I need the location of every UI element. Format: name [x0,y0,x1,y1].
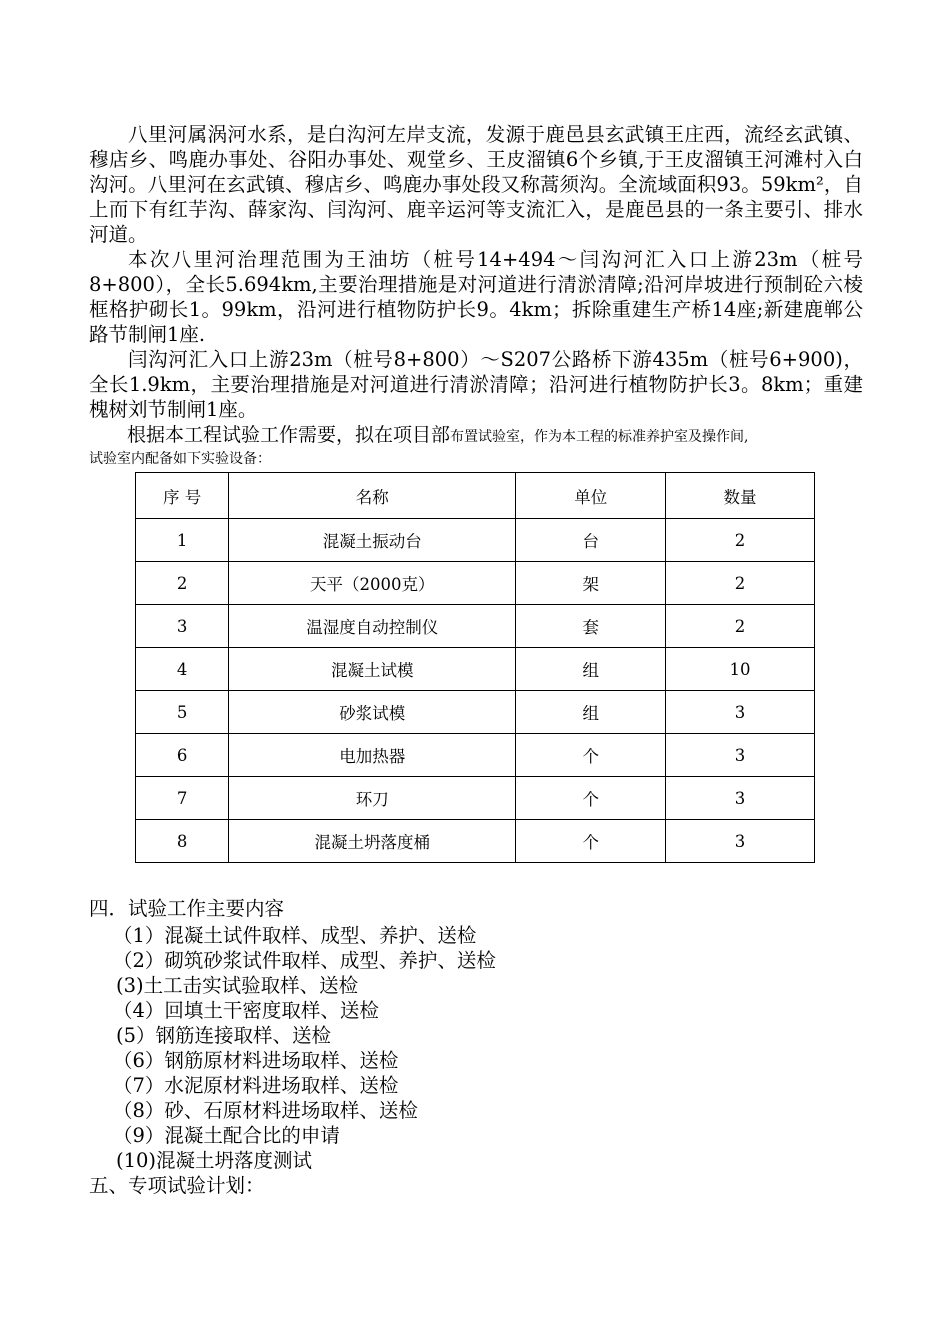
list-item: (5）钢筋连接取样、送检 [116,1024,332,1047]
list-item: (3)土工击实试验取样、送检 [116,974,359,997]
table-row [136,562,815,605]
cell-index: 3 [136,605,229,648]
list-item: （8）砂、石原材料进场取样、送检 [113,1099,418,1122]
table-row [136,820,815,863]
cell-unit: 台 [516,519,666,562]
cell-index: 2 [136,562,229,605]
cell-name: 砂浆试模 [229,691,516,734]
cell-quantity: 2 [666,562,815,605]
equipment-table [135,472,815,863]
cell-quantity: 3 [666,820,815,863]
cell-index: 8 [136,820,229,863]
cell-name: 环刀 [229,777,516,820]
list-item: （1）混凝土试件取样、成型、养护、送检 [113,924,477,947]
lab-setup-text-line2: 试验室内配备如下实验设备： [89,451,271,467]
cell-quantity: 2 [666,605,815,648]
section-5-heading: 五、专项试验计划： [89,1174,265,1197]
cell-name: 温湿度自动控制仪 [229,605,516,648]
cell-quantity: 3 [666,777,815,820]
cell-quantity: 3 [666,691,815,734]
table-row [136,691,815,734]
lab-setup-text-small: 布置试验室，作为本工程的标准养护室及操作间, [450,429,749,445]
cell-unit: 个 [516,820,666,863]
cell-index: 1 [136,519,229,562]
cell-unit: 架 [516,562,666,605]
paragraph-governance-scope: 本次八里河治理范围为王油坊（桩号14+494～闫沟河汇入口上游23m（桩号8+800），全长5.694km,主要治理措施是对河道进行清淤清障;沿河岸坡进行预制砼六棱框格护砌长1。99km，沿河进行植物防护长9。4km；拆除重建生产桥14座;新建鹿郸公路节制闸1座. [89,248,863,346]
table-row [136,734,815,777]
list-item: （2）砌筑砂浆试件取样、成型、养护、送检 [113,949,496,972]
table-row [136,519,815,562]
cell-unit: 组 [516,648,666,691]
cell-index: 5 [136,691,229,734]
table-header-row [136,473,815,519]
paragraph-river-overview: 八里河属涡河水系，是白沟河左岸支流，发源于鹿邑县玄武镇王庄西，流经玄武镇、穆店乡、鸣鹿办事处、谷阳办事处、观堂乡、王皮溜镇6个乡镇,于王皮溜镇王河滩村入白沟河。八里河在玄武镇、穆店乡、鸣鹿办事处段又称蒿须沟。全流域面积93。59km²，自上而下有红芋沟、薛家沟、闫沟河、鹿辛运河等支流汇入，是鹿邑县的一条主要引、排水河道。 [89,123,863,246]
cell-index: 6 [136,734,229,777]
header-index: 序 号 [136,473,229,519]
list-item: （9）混凝土配合比的申请 [113,1124,340,1147]
table-row [136,777,815,820]
cell-unit: 个 [516,777,666,820]
cell-unit: 套 [516,605,666,648]
list-item: （7）水泥原材料进场取样、送检 [113,1074,399,1097]
list-item: （6）钢筋原材料进场取样、送检 [113,1049,399,1072]
header-quantity: 数量 [666,473,815,519]
table-row [136,605,815,648]
cell-quantity: 3 [666,734,815,777]
table-row [136,648,815,691]
cell-name: 混凝土试模 [229,648,516,691]
paragraph-lab-setup [89,423,879,472]
cell-quantity: 2 [666,519,815,562]
cell-quantity: 10 [666,648,815,691]
cell-index: 4 [136,648,229,691]
header-unit: 单位 [516,473,666,519]
cell-unit: 组 [516,691,666,734]
cell-name: 混凝土振动台 [229,519,516,562]
cell-name: 天平（2000克） [229,562,516,605]
header-name: 名称 [229,473,516,519]
cell-name: 电加热器 [229,734,516,777]
cell-index: 7 [136,777,229,820]
paragraph-yangou-section: 闫沟河汇入口上游23m（桩号8+800）～S207公路桥下游435m（桩号6+900)，全长1.9km，主要治理措施是对河道进行清淤清障；沿河进行植物防护长3。8km；重建槐树刘节制闸1座。 [89,348,863,421]
cell-unit: 个 [516,734,666,777]
cell-name: 混凝土坍落度桶 [229,820,516,863]
list-item: （4）回填土干密度取样、送检 [113,999,379,1022]
section-4-heading: 四．试验工作主要内容 [89,897,285,920]
list-item: (10)混凝土坍落度测试 [116,1149,313,1172]
lab-setup-text-large: 根据本工程试验工作需要，拟在项目部 [127,424,451,446]
